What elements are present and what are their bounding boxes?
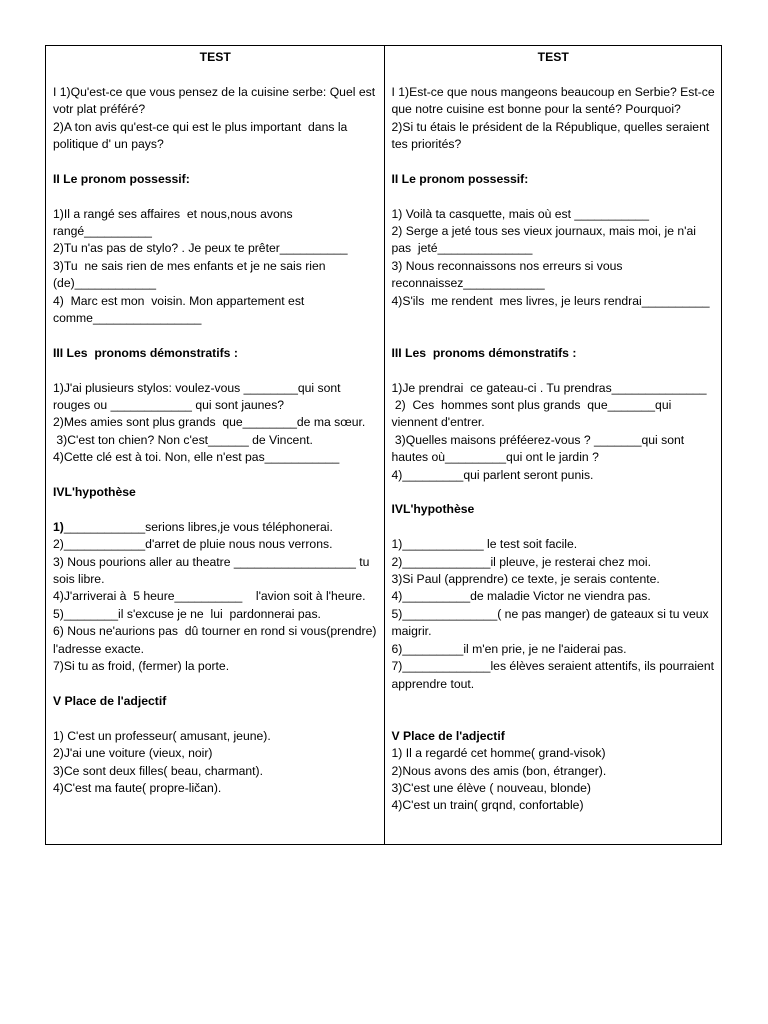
left-section-4-item: 2)____________d'arret de pluie nous nous verrons. — [53, 537, 333, 552]
left-section-3-item: 1)J'ai plusieurs stylos: voulez-vous ________qui sont rouges ou ____________ qui sont jaunes? — [53, 380, 344, 413]
right-section-5-item: 4)C'est un train( grqnd, confortable) — [391, 798, 584, 813]
right-section-5-heading: V Place de l'adjectif — [391, 728, 505, 743]
right-section-3-item: 2) Ces hommes sont plus grands que_______qui viennent d'entrer. — [391, 398, 675, 430]
left-section-4-item: 7)Si tu as froid, (fermer) la porte. — [53, 659, 230, 674]
right-section-2-item: 2) Serge a jeté tous ses vieux journaux, mais moi, je n'ai pas jeté______________ — [391, 224, 700, 256]
left-section-2-item: 4) Marc est mon voisin. Mon appartement est comme________________ — [53, 293, 308, 326]
right-section-4-item: 7)_____________les élèves seraient attentifs, ils pourraient apprendre tout. — [391, 659, 718, 691]
left-section-4-item — [53, 519, 378, 536]
left-question-2: 2)A ton avis qu'est-ce qui est le plus important dans la politique d' un pays? — [53, 119, 351, 151]
left-section-3-item: 2)Mes amies sont plus grands que________de ma sœur. — [53, 415, 366, 430]
right-section-4-item: 6)_________il m'en prie, je ne l'aiderai pas. — [391, 641, 627, 656]
left-section-3-item: 4)Cette clé est à toi. Non, elle n'est pas___________ — [53, 450, 340, 465]
right-section-4-item: 4)__________de maladie Victor ne viendra pas. — [391, 589, 651, 604]
left-question-1: I 1)Qu'est-ce que vous pensez de la cuisine serbe: Quel est votr plat préféré? — [53, 84, 379, 117]
left-column — [46, 46, 384, 844]
right-section-5-item: 1) Il a regardé cet homme( grand-visok) — [391, 746, 606, 761]
right-section-4-item: 2)_____________il pleuve, je resterai chez moi. — [391, 554, 651, 569]
right-section-4-item: 3)Si Paul (apprendre) ce texte, je serais contente. — [391, 572, 660, 587]
left-section-2-item: 3)Tu ne sais rien de mes enfants et je ne sais rien (de)____________ — [53, 258, 329, 291]
left-section-3-item: 3)C'est ton chien? Non c'est______ de Vincent. — [53, 432, 313, 447]
right-section-4-item: 5)______________( ne pas manger) de gateaux si tu veux maigrir. — [391, 606, 712, 639]
left-section-4-item: 5)________il s'excuse je ne lui pardonnerai pas. — [53, 606, 321, 621]
right-column — [384, 46, 722, 844]
right-section-3-heading: III Les pronoms démonstratifs : — [391, 345, 577, 360]
left-section-4-heading: IVL'hypothèse — [53, 485, 136, 500]
right-section-4-heading: IVL'hypothèse — [391, 502, 475, 517]
left-section-2-item: 2)Tu n'as pas de stylo? . Je peux te prêter__________ — [53, 241, 348, 256]
left-section-3-heading: III Les pronoms démonstratifs : — [53, 345, 238, 360]
right-question-1: I 1)Est-ce que nous mangeons beaucoup en Serbie? Est-ce que notre cuisine est bonne pour la senté? Pourquoi? — [391, 84, 719, 117]
right-section-2-item: 4)S'ils me rendent mes livres, je leurs rendrai__________ — [391, 293, 710, 308]
right-section-3-item: 1)Je prendrai ce gateau-ci . Tu prendras______________ — [391, 380, 707, 395]
left-title: TEST — [199, 50, 231, 64]
left-section-4-first-number: 1) — [53, 519, 64, 534]
left-section-5-item: 2)J'ai une voiture (vieux, noir) — [53, 746, 213, 761]
right-title: TEST — [537, 50, 569, 64]
right-section-4-item: 1)____________ le test soit facile. — [391, 537, 578, 552]
left-section-5-item: 3)Ce sont deux filles( beau, charmant). — [53, 763, 263, 778]
right-question-2: 2)Si tu étais le président de la République, quelles seraient tes priorités? — [391, 119, 713, 151]
right-section-3-item: 4)_________qui parlent seront punis. — [391, 467, 594, 482]
left-section-5-heading: V Place de l'adjectif — [53, 693, 167, 708]
left-section-5-item: 4)C'est ma faute( propre-ličan). — [53, 780, 222, 795]
right-section-2-item: 1) Voilà ta casquette, mais où est ___________ — [391, 206, 649, 221]
test-sheet — [45, 45, 722, 845]
left-section-4-item: 3) Nous pourions aller au theatre __________________ tu sois libre. — [53, 554, 373, 587]
right-section-2-heading: II Le pronom possessif: — [391, 171, 529, 186]
left-section-4-item: 6) Nous ne'aurions pas dû tourner en rond si vous(prendre) l'adresse exacte. — [53, 624, 380, 656]
right-section-3-item: 3)Quelles maisons préféerez-vous ? _______qui sont hautes où_________qui ont le jardin ? — [391, 432, 688, 465]
left-section-4-item: 4)J'arriverai à 5 heure__________ l'avion soit à l'heure. — [53, 589, 366, 604]
left-section-4-first-text: ____________serions libres,je vous téléphonerai. — [63, 519, 333, 534]
right-section-2-item: 3) Nous reconnaissons nos erreurs si vous reconnaissez____________ — [391, 258, 626, 291]
right-section-5-item: 3)C'est une élève ( nouveau, blonde) — [391, 780, 591, 795]
left-section-5-item: 1) C'est un professeur( amusant, jeune). — [53, 728, 271, 743]
left-section-2-heading: II Le pronom possessif: — [53, 171, 190, 186]
left-section-2-item: 1)Il a rangé ses affaires et nous,nous avons rangé__________ — [53, 206, 296, 238]
right-section-5-item: 2)Nous avons des amis (bon, étranger). — [391, 763, 607, 778]
